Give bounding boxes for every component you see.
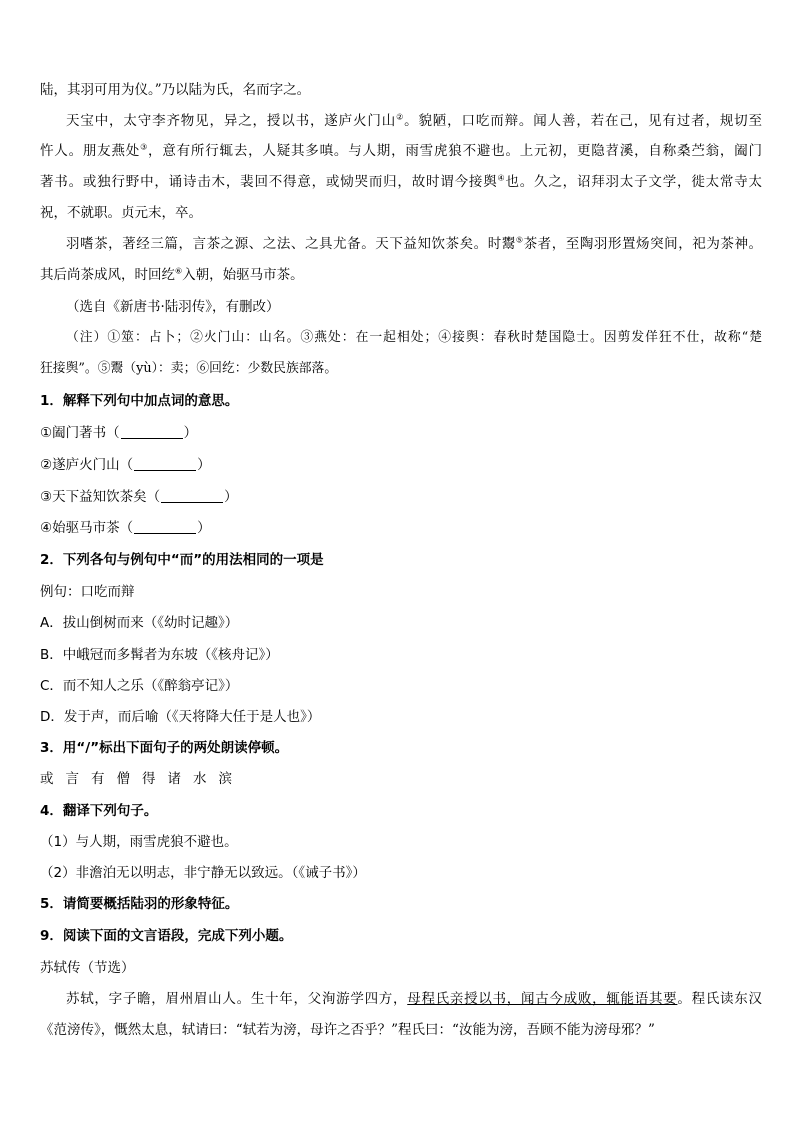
- question-text: 4．翻译下列句子。: [40, 803, 158, 819]
- sentence-text: 或言有僧得诸水滨: [40, 771, 244, 787]
- passage-text: 著书。或独行野中，诵诗击木，裴回不得意，或恸哭而归，故时谓今接舆: [40, 174, 498, 190]
- item-text: ①阖门著书（: [40, 425, 120, 441]
- question-5: [40, 894, 762, 914]
- passage-text: 入朝，始驱马市茶。: [182, 267, 304, 283]
- note-mark: ⑥: [175, 266, 183, 276]
- option-d[interactable]: [40, 707, 762, 727]
- question-4-item: [40, 832, 762, 852]
- notes-text: 狂接舆”。⑤鬻（yù）：卖；⑥回纥：少数民族部落。: [40, 361, 338, 376]
- passage-line: [40, 203, 762, 223]
- passage-line: [66, 234, 762, 254]
- question-3: [40, 738, 762, 758]
- passage-text: 。貌陋，口吃而辩。闻人善，若在己，见有过者，规切至: [404, 113, 763, 129]
- option-text: B．中峨冠而多髯者为东坡（《核舟记》）: [40, 647, 279, 663]
- passage-line: [40, 265, 762, 285]
- passage-line: [40, 80, 762, 100]
- passage-line: [40, 1020, 762, 1040]
- question-text: 2．下列各句与例句中“而”的用法相同的一项是: [40, 552, 324, 568]
- note-mark: ⑤: [515, 235, 524, 245]
- passage-text: 天宝中，太守李齐物见，异之，授以书，遂庐火门山: [66, 113, 397, 129]
- passage-text: 陆，其羽可用为仪。”乃以陆为氏，名而字之。: [40, 82, 311, 98]
- question-text: 9．阅读下面的文言语段，完成下列小题。: [40, 928, 293, 944]
- question-1-item: [40, 518, 762, 538]
- passage-source: [66, 297, 788, 317]
- question-3-sentence[interactable]: [40, 769, 762, 789]
- note-mark: ②: [396, 112, 405, 122]
- example-text: 例句：口吃而辩: [40, 584, 135, 600]
- question-2-example: [40, 582, 762, 602]
- answer-blank[interactable]: [134, 519, 196, 534]
- option-c[interactable]: [40, 676, 762, 696]
- item-text: （2）非澹泊无以明志，非宁静无以致远。（《诫子书》）: [40, 865, 366, 881]
- paren-text: ）: [183, 425, 198, 441]
- paren-text: ）: [197, 520, 211, 536]
- question-2: [40, 550, 762, 570]
- underlined-text: 母程氏亲授以书，闻古今成败，辄能语其要: [407, 991, 678, 1007]
- question-1-item: [40, 423, 762, 443]
- question-9: [40, 926, 762, 946]
- notes-text: （注）①筮：占卜；②火门山：山名。③燕处：在一起相处；④接舆：春秋时楚国隐士。因剪发佯狂不仕，故称“楚: [66, 330, 762, 345]
- paren-text: ）: [197, 457, 211, 473]
- passage-line: [66, 111, 762, 131]
- item-text: （1）与人期，雨雪虎狼不避也。: [40, 834, 238, 850]
- passage-text: ，意有所行辄去，人疑其多嗔。与人期，雨雪虎狼不避也。上元初，更隐苕溪，自称桑苎翁，阖门: [148, 143, 763, 159]
- passage-text: 茶者，至陶羽形置炀突间，祀为茶神。: [523, 236, 763, 252]
- passage-text: 羽嗜茶，著经三篇，言茶之源、之法、之具尤备。天下益知饮茶矣。时鬻: [66, 236, 516, 252]
- passage-line: [40, 172, 762, 192]
- passage-line: [40, 141, 762, 161]
- option-text: A．拔山倒树而来（《幼时记趣》）: [40, 615, 239, 631]
- question-text: 3．用“/”标出下面句子的两处朗读停顿。: [40, 740, 289, 756]
- answer-blank[interactable]: [121, 424, 183, 439]
- item-text: ②遂庐火门山（: [40, 457, 134, 473]
- question-text: 1．解释下列句中加点词的意思。: [40, 393, 239, 409]
- passage-text: 苏轼，字子瞻，眉州眉山人。生十年，父洵游学四方，: [66, 991, 408, 1007]
- question-4-item: [40, 863, 762, 883]
- source-text: （选自《新唐书·陆羽传》，有删改）: [66, 299, 280, 315]
- question-1-item: [40, 455, 762, 475]
- passage-text: 忤人。朋友燕处: [40, 143, 141, 159]
- item-text: ④始驱马市茶（: [40, 520, 134, 536]
- question-1: [40, 391, 762, 411]
- passage-text: 。程氏读东汉: [677, 991, 762, 1007]
- answer-blank[interactable]: [134, 456, 196, 471]
- option-text: C．而不知人之乐（《醉翁亭记》）: [40, 678, 239, 694]
- passage-text: 其后尚茶成风，时回纥: [40, 267, 175, 283]
- notes-line: [40, 359, 762, 379]
- passage-text: 也。久之，诏拜羽太子文学，徙太常寺太: [505, 174, 763, 190]
- item-text: ③天下益知饮茶矣（: [40, 489, 161, 505]
- question-4: [40, 801, 762, 821]
- passage-text: 《范滂传》，慨然太息，轼请曰：“轼若为滂，母许之否乎？”程氏曰：“汝能为滂，吾顾不能为滂母邪？”: [40, 1022, 655, 1038]
- note-mark: ③: [140, 142, 149, 152]
- option-b[interactable]: [40, 645, 762, 665]
- question-text: 5．请简要概括陆羽的形象特征。: [40, 896, 239, 912]
- option-text: D．发于声，而后喻（《天将降大任于是人也》）: [40, 709, 321, 725]
- question-1-item: [40, 487, 762, 507]
- passage-line: [66, 989, 762, 1009]
- passage-text: 祝，不就职。贞元末，卒。: [40, 205, 202, 221]
- note-mark: ④: [497, 173, 506, 183]
- answer-blank[interactable]: [161, 488, 223, 503]
- option-a[interactable]: [40, 613, 762, 633]
- title-text: 苏轼传（节选）: [40, 960, 135, 976]
- paren-text: ）: [224, 489, 238, 505]
- passage-2-title: [40, 958, 762, 978]
- notes-line: [66, 328, 762, 348]
